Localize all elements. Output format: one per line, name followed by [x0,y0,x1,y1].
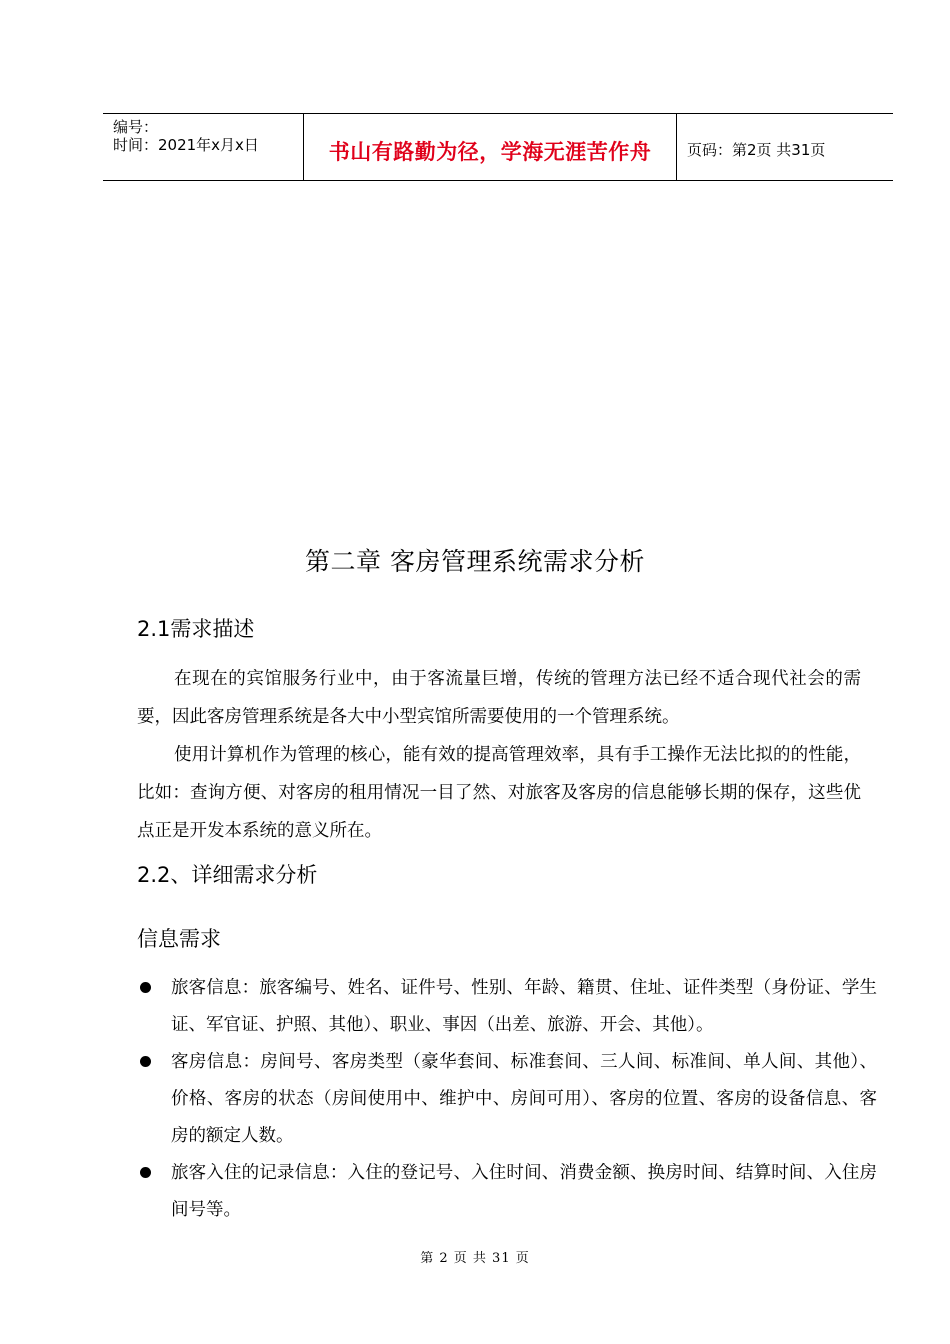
list-item-text: 旅客入住的记录信息：入住的登记号、入住时间、消费金额、换房时间、结算时间、入住房间号等。 [171,1163,877,1220]
paragraph-2: 使用计算机作为管理的核心，能有效的提高管理效率，具有手工操作无法比拟的的性能，比如：查询方便、对客房的租用情况一目了然、对旅客及客房的信息能够长期的保存，这些优点正是开发本系统的意义所在。 [137,745,861,841]
section-heading-2-2: 2.2、详细需求分析 [137,863,318,887]
list-item [137,1155,877,1229]
page-footer: 第 2 页 共 31 页 [420,1251,530,1266]
paragraph-1: 在现在的宾馆服务行业中，由于客流量巨增，传统的管理方法已经不适合现代社会的需要，因此客房管理系统是各大中小型宾馆所需要使用的一个管理系统。 [137,669,861,727]
list-item [137,1044,877,1155]
header-meta-cell [103,114,303,181]
document-time-label: 时间：2021年x月x日 [113,136,259,154]
list-item [137,970,877,1044]
bullet-dot-icon [140,1167,151,1178]
bullet-dot-icon [140,982,151,993]
chapter-title: 第二章 客房管理系统需求分析 [305,547,645,576]
document-number-label: 编号： [113,118,159,136]
list-item-text: 旅客信息：旅客编号、姓名、证件号、性别、年龄、籍贯、住址、证件类型（身份证、学生证、军官证、护照、其他）、职业、事因（出差、旅游、开会、其他）。 [171,978,877,1035]
list-item-text: 客房信息：房间号、客房类型（豪华套间、标准套间、三人间、标准间、单人间、其他）、价格、客房的状态（房间使用中、维护中、房间可用）、客房的位置、客房的设备信息、客房的额定人数。 [171,1052,877,1146]
info-requirements-list [137,970,877,1229]
bullet-dot-icon [140,1056,151,1067]
section-heading-2-1: 2.1需求描述 [137,617,255,641]
header-motto: 书山有路勤为径，学海无涯苦作舟 [328,139,652,164]
page-header [103,113,893,181]
header-page-code: 页码：第2页 共31页 [687,141,826,159]
header-motto-cell [303,114,677,181]
section-heading-info: 信息需求 [137,927,221,951]
header-page-cell [677,114,893,181]
